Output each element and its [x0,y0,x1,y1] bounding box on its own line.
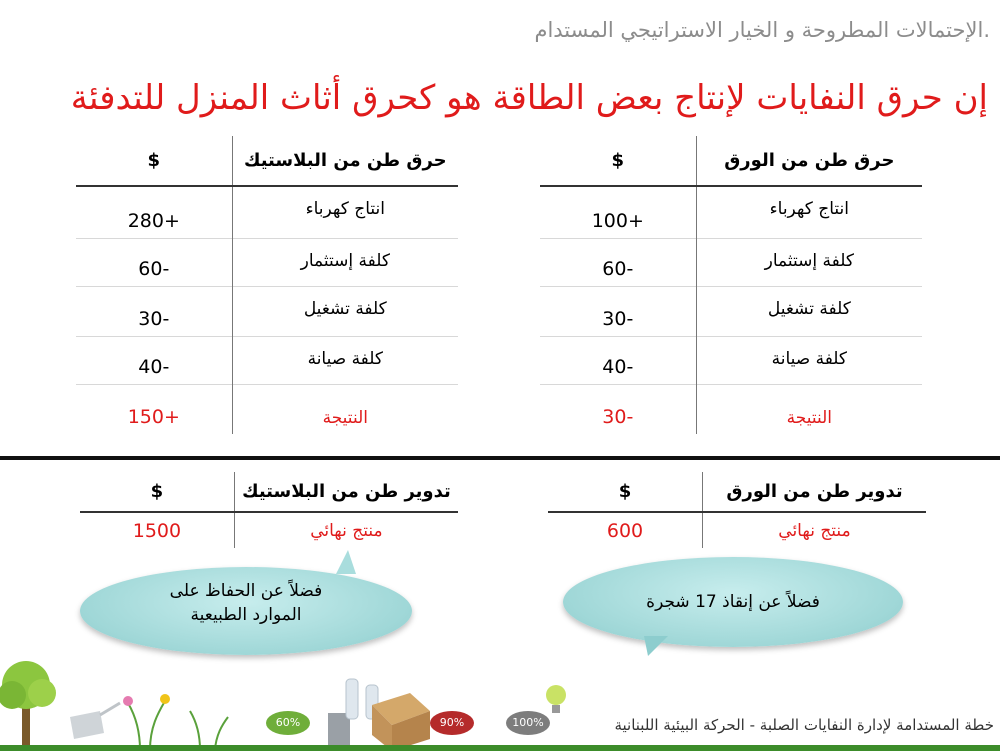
section-divider [0,456,1000,460]
cardboard-box-icon [372,693,430,751]
row-value: -30 [76,286,232,336]
table-row [540,336,922,384]
result-value: -30 [540,384,696,434]
callout-resources [80,567,412,655]
table-header-label: حرق طن من الورق [696,136,922,186]
table-row [76,238,458,286]
plastic-recycle-table [80,472,458,548]
badge-60: 60% [275,716,301,729]
callout-tail [640,636,670,658]
row-value: +100 [540,186,696,238]
badge-100: 100% [512,716,544,729]
row-value: -30 [540,286,696,336]
row-label: كلفة إستثمار [696,238,922,286]
table-header-currency: $ [548,472,702,512]
table-header-currency: $ [76,136,232,186]
result-value: +150 [76,384,232,434]
slide-top-title: .الإحتمالات المطروحة و الخيار الاستراتيجي المستدام [534,18,990,42]
badge-90: 90% [439,716,465,729]
paper-burn-table [540,136,922,434]
table-header-row [76,136,458,186]
table-row [540,286,922,336]
table-header-row [80,472,458,512]
table-row [548,512,926,548]
table-row [540,238,922,286]
footer-caption: خطة المستدامة لإدارة النفايات الصلبة - الحركة البيئية اللبنانية [614,716,994,734]
row-label: كلفة تشغيل [232,286,458,336]
table-row [76,286,458,336]
callout-line-1: فضلاً عن الحفاظ على [169,581,323,601]
row-value: -60 [76,238,232,286]
slide-headline: إن حرق النفايات لإنتاج بعض الطاقة هو كحرق أثاث المنزل للتدفئة [70,78,988,118]
table-row [540,186,922,238]
paint-can-icon [328,713,350,747]
footer-bar [0,745,1000,751]
watering-can-icon [70,703,120,739]
callout-text: فضلاً عن إنقاذ 17 شجرة [646,592,820,612]
result-label: النتيجة [696,384,922,434]
table-header-label: حرق طن من البلاستيك [232,136,458,186]
table-row [76,186,458,238]
table-header-row [540,136,922,186]
table-row [76,336,458,384]
row-value: 1500 [132,519,182,542]
row-value: -40 [76,336,232,384]
table-result-row [76,384,458,434]
plants-icon [128,701,228,750]
row-label: منتج نهائي [702,512,926,548]
paper-recycle-table [548,472,926,548]
row-label: كلفة صيانة [232,336,458,384]
light-bulb-icon [546,685,566,713]
row-label: انتاج كهرباء [232,186,458,238]
row-value: +280 [76,186,232,238]
plastic-burn-table [76,136,458,434]
table-header-row [548,472,926,512]
flower-icon [160,694,170,704]
table-header-currency: $ [80,472,234,512]
row-label: كلفة صيانة [696,336,922,384]
table-header-label: تدوير طن من البلاستيك [234,472,458,512]
callout-tail [330,550,360,574]
row-value: 600 [606,519,644,542]
row-value: -60 [540,238,696,286]
row-value: -40 [540,336,696,384]
row-label: انتاج كهرباء [696,186,922,238]
tree-icon [0,661,56,749]
callout-line-2: الموارد الطبيعية [190,605,302,625]
row-label: كلفة إستثمار [232,238,458,286]
table-row [80,512,458,548]
table-header-currency: $ [540,136,696,186]
row-label: كلفة تشغيل [696,286,922,336]
table-result-row [540,384,922,434]
row-label: منتج نهائي [234,512,458,548]
footer-illustration [0,655,600,751]
callout-trees-saved [563,557,903,647]
result-label: النتيجة [232,384,458,434]
flower-icon [123,696,133,706]
table-header-label: تدوير طن من الورق [702,472,926,512]
